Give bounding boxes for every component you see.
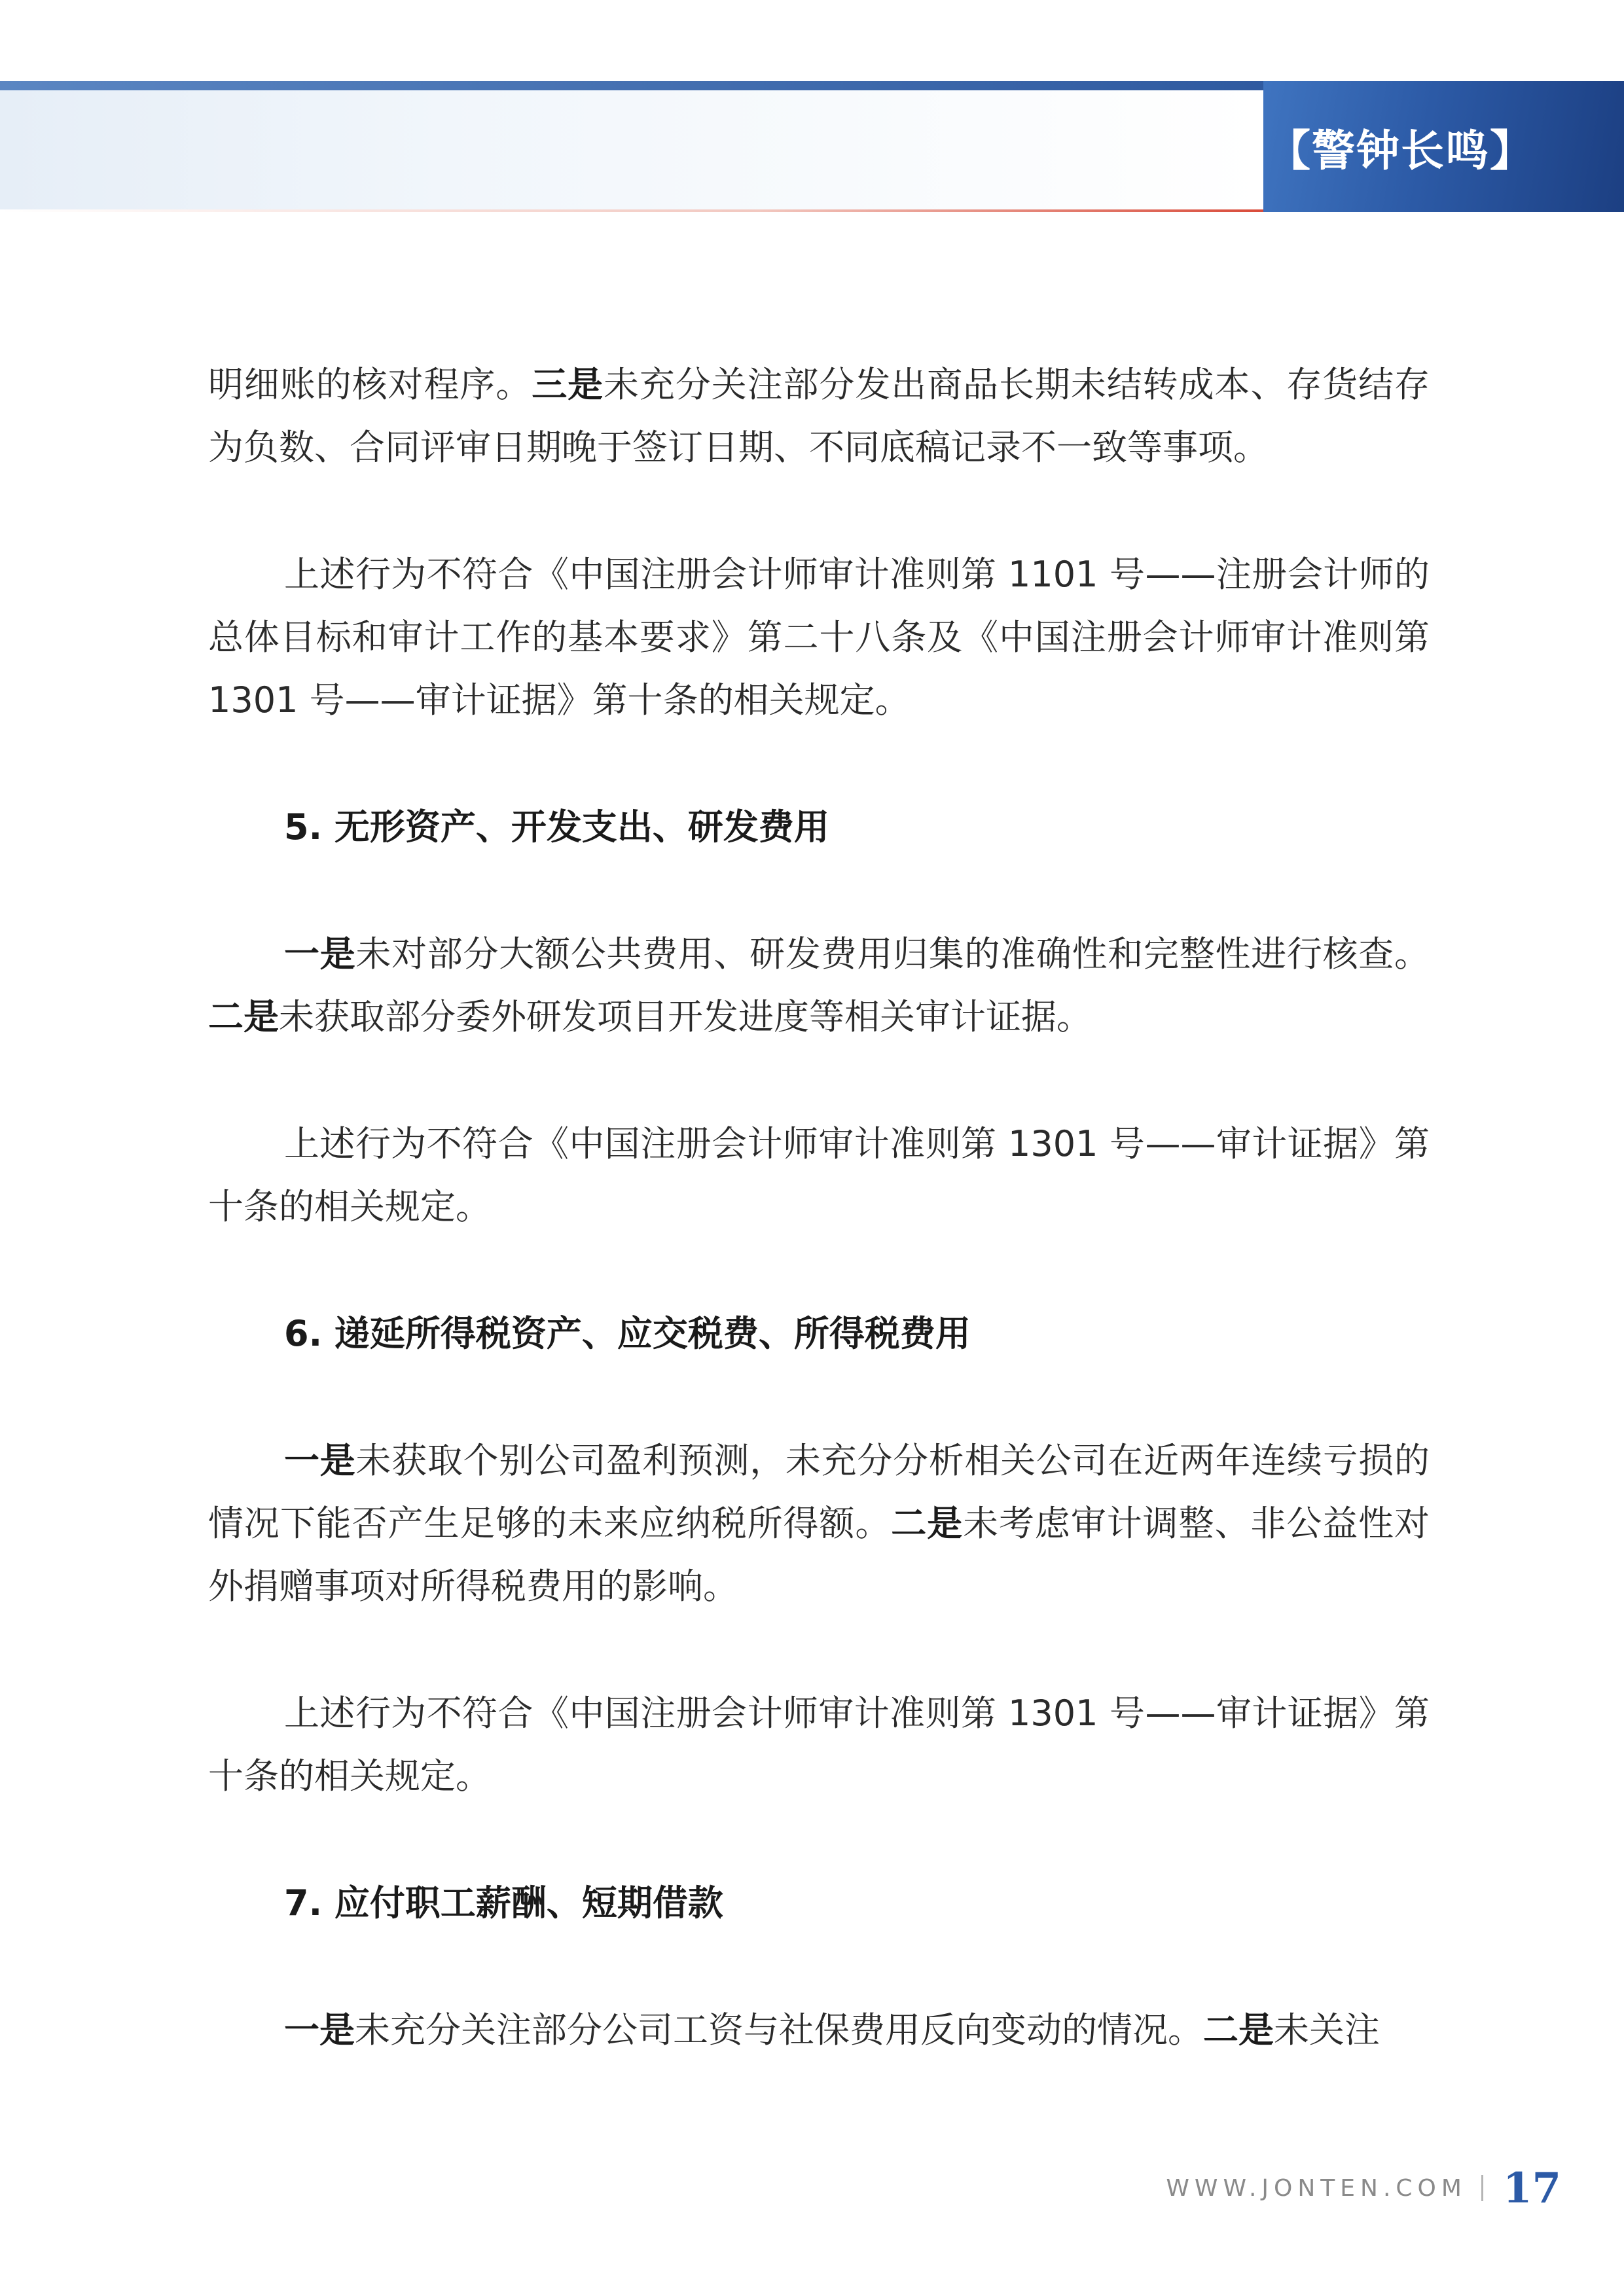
page-footer bbox=[1166, 2159, 1561, 2217]
paragraph-6: 上述行为不符合《中国注册会计师审计准则第 1301 号——审计证据》第十条的相关规定。 bbox=[208, 1693, 1430, 1797]
paragraph-1 bbox=[208, 353, 1430, 479]
paragraph-text: 明细账的核对程序。 bbox=[208, 364, 532, 405]
paragraph-text: 未获取部分委外研发项目开发进度等相关审计证据。 bbox=[279, 996, 1092, 1037]
emphasis: 一是 bbox=[284, 933, 356, 975]
emphasis: 二是 bbox=[891, 1503, 964, 1544]
paragraph-text: 未考虑审计调整、非公益性对外捐赠事项对所得税费用的影响。 bbox=[208, 1503, 1430, 1607]
header-banner bbox=[0, 81, 1263, 212]
header-bottom-rule bbox=[0, 209, 1263, 212]
footer-divider bbox=[1481, 2175, 1483, 2201]
paragraph-5 bbox=[208, 1429, 1430, 1618]
paragraph-text: 未充分关注部分公司工资与社保费用反向变动的情况。 bbox=[355, 2009, 1203, 2051]
paragraph-2: 上述行为不符合《中国注册会计师审计准则第 1101 号——注册会计师的总体目标和审计工作的基本要求》第二十八条及《中国注册会计师审计准则第 1301 号——审计证据》第十条的相关规定。 bbox=[208, 554, 1430, 721]
section-heading-7: 7. 应付职工薪酬、短期借款 bbox=[284, 1882, 723, 1924]
emphasis: 一是 bbox=[284, 2009, 355, 2051]
paragraph-3 bbox=[208, 923, 1430, 1049]
emphasis: 二是 bbox=[208, 996, 279, 1037]
emphasis: 二是 bbox=[1203, 2009, 1274, 2051]
paragraph-4: 上述行为不符合《中国注册会计师审计准则第 1301 号——审计证据》第十条的相关规定。 bbox=[208, 1123, 1430, 1227]
section-label: 【警钟长鸣】 bbox=[1267, 124, 1534, 176]
section-heading-6: 6. 递延所得税资产、应交税费、所得税费用 bbox=[284, 1313, 971, 1354]
paragraph-text: 未获取个别公司盈利预测，未充分分析相关公司在近两年连续亏损的情况下能否产生足够的未来应纳税所得额。 bbox=[208, 1440, 1430, 1544]
section-tab bbox=[1263, 81, 1624, 212]
paragraph-text: 未对部分大额公共费用、研发费用归集的准确性和完整性进行核查。 bbox=[355, 933, 1430, 975]
paragraph-7 bbox=[208, 1999, 1430, 2062]
emphasis: 一是 bbox=[284, 1440, 356, 1481]
paragraph-text: 未充分关注部分发出商品长期未结转成本、存货结存为负数、合同评审日期晚于签订日期、不同底稿记录不一致等事项。 bbox=[208, 364, 1430, 468]
document-body bbox=[208, 353, 1430, 2126]
header-top-rule bbox=[0, 81, 1263, 90]
emphasis: 三是 bbox=[532, 364, 604, 405]
footer-website[interactable]: WWW.JONTEN.COM bbox=[1166, 2174, 1467, 2202]
paragraph-text: 未关注 bbox=[1274, 2009, 1380, 2051]
page-number: 17 bbox=[1502, 2163, 1561, 2213]
section-heading-5: 5. 无形资产、开发支出、研发费用 bbox=[284, 806, 829, 848]
